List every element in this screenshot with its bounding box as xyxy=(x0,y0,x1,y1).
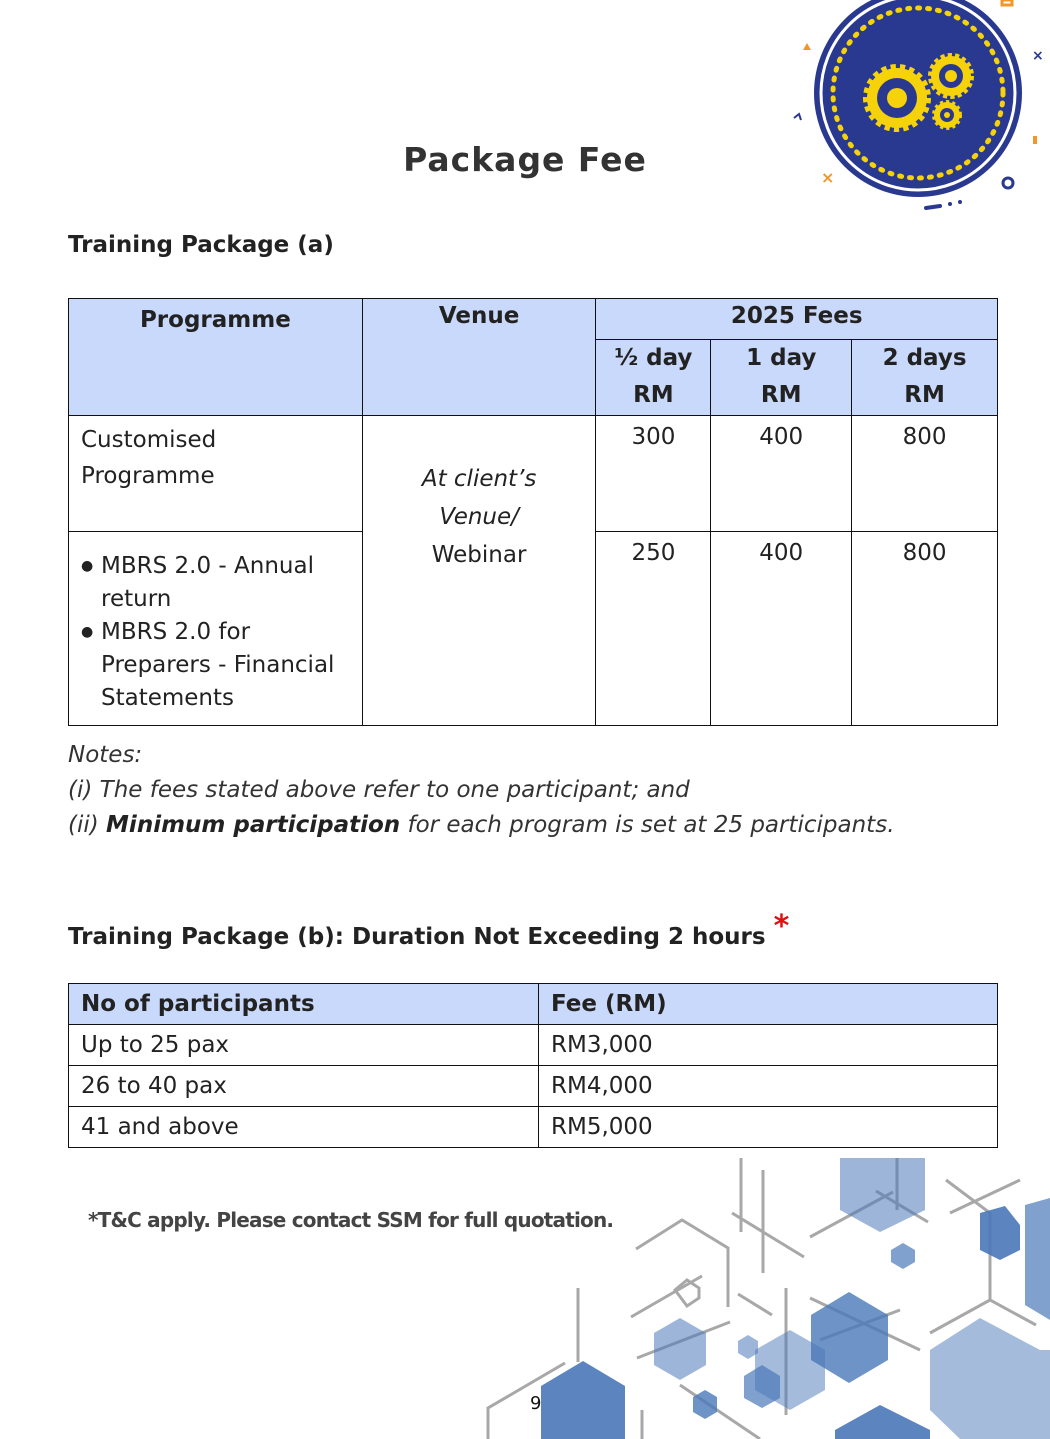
table-row xyxy=(69,416,998,532)
fee-cell: RM5,000 xyxy=(539,1107,998,1148)
header-venue: Venue xyxy=(362,299,596,416)
header-half-day xyxy=(596,340,711,416)
fee-half-day: 250 xyxy=(596,532,711,726)
notes xyxy=(68,738,895,843)
header-fee: Fee (RM) xyxy=(539,984,998,1025)
header-two-days xyxy=(852,340,998,416)
hexagon-decoration xyxy=(480,1150,1050,1439)
fee-one-day: 400 xyxy=(711,416,852,532)
note-item xyxy=(68,808,895,843)
svg-text:×: × xyxy=(1032,48,1044,64)
fee-one-day: 400 xyxy=(711,532,852,726)
venue-line: At client’s xyxy=(421,466,537,492)
note-item: (i) The fees stated above refer to one participant; and xyxy=(68,777,690,803)
venue-cell xyxy=(362,416,596,726)
package-a-heading: Training Package (a) xyxy=(68,232,334,258)
notes-label: Notes: xyxy=(68,742,143,768)
header-participants: No of participants xyxy=(69,984,539,1025)
programme-item: ● MBRS 2.0 for Preparers - Financial Statements xyxy=(81,616,358,715)
one-day-label: 1 day xyxy=(746,345,817,371)
two-days-label: 2 days xyxy=(882,345,967,371)
programme-cell xyxy=(69,532,363,726)
participants-cell: Up to 25 pax xyxy=(69,1025,539,1066)
participants-cell: 41 and above xyxy=(69,1107,539,1148)
currency-label: RM xyxy=(904,382,945,408)
programme-cell xyxy=(69,416,363,532)
svg-text:×: × xyxy=(821,168,835,187)
table-row xyxy=(69,1107,998,1148)
fee-cell: RM3,000 xyxy=(539,1025,998,1066)
gears-logo-icon xyxy=(790,0,1050,215)
package-a-table xyxy=(68,298,998,726)
note-emphasis: Minimum participation xyxy=(106,812,401,838)
currency-label: RM xyxy=(633,382,674,408)
programme-name: Customised xyxy=(81,427,217,453)
programme-name: Programme xyxy=(81,463,215,489)
note-prefix: (ii) xyxy=(68,812,107,838)
venue-line: Webinar xyxy=(431,542,527,568)
fee-two-days: 800 xyxy=(852,532,998,726)
table-row xyxy=(69,1066,998,1107)
asterisk-mark: * xyxy=(773,909,790,944)
venue-line: Venue/ xyxy=(439,504,519,530)
table-row xyxy=(69,1025,998,1066)
package-b-heading-text: Training Package (b): Duration Not Exceeding 2 hours xyxy=(68,924,766,950)
note-suffix: for each program is set at 25 participants. xyxy=(400,812,895,838)
fee-cell: RM4,000 xyxy=(539,1066,998,1107)
participants-cell: 26 to 40 pax xyxy=(69,1066,539,1107)
page-number: 9 xyxy=(530,1393,542,1414)
currency-label: RM xyxy=(760,382,802,408)
page-title: Package Fee xyxy=(403,140,647,179)
header-one-day xyxy=(711,340,852,416)
footnote: *T&C apply. Please contact SSM for full quotation. xyxy=(88,1208,614,1232)
package-b-table xyxy=(68,983,998,1148)
header-programme: Programme xyxy=(69,299,363,416)
fee-two-days: 800 xyxy=(852,416,998,532)
header-fees: 2025 Fees xyxy=(596,299,998,340)
half-day-label: ½ day xyxy=(614,345,693,371)
programme-item: ● MBRS 2.0 - Annual return xyxy=(81,550,358,616)
package-b-heading xyxy=(68,909,790,952)
fee-half-day: 300 xyxy=(596,416,711,532)
